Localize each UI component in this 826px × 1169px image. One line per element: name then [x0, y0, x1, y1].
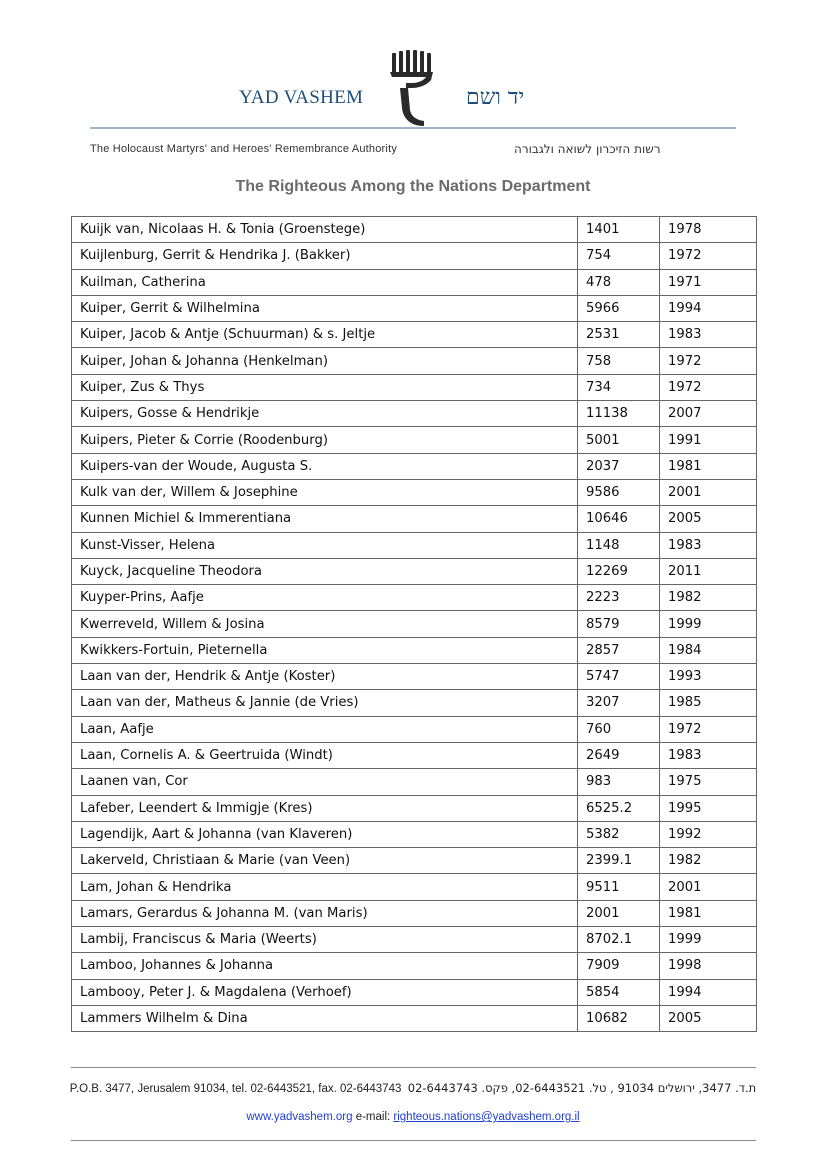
address-english: P.O.B. 3477, Jerusalem 91034, tel. 02-6443521, fax. 02-6443743 — [69, 1083, 402, 1095]
recognition-year-cell: 1991 — [660, 427, 757, 453]
file-number-cell: 5747 — [578, 664, 660, 690]
file-number-cell: 7909 — [578, 953, 660, 979]
table-row — [72, 295, 757, 321]
file-number-cell: 5966 — [578, 295, 660, 321]
file-number-cell: 8702.1 — [578, 927, 660, 953]
footer-contact — [0, 1111, 826, 1123]
file-number-cell: 2857 — [578, 637, 660, 663]
rescuer-name-cell: Kuipers, Pieter & Corrie (Roodenburg) — [72, 427, 578, 453]
header-divider — [90, 127, 736, 129]
recognition-year-cell: 2011 — [660, 558, 757, 584]
file-number-cell: 2223 — [578, 585, 660, 611]
file-number-cell: 758 — [578, 348, 660, 374]
rescuer-name-cell: Laan van der, Hendrik & Antje (Koster) — [72, 664, 578, 690]
file-number-cell: 2531 — [578, 322, 660, 348]
recognition-year-cell: 1982 — [660, 585, 757, 611]
authority-name-english: The Holocaust Martyrs' and Heroes' Remembrance Authority — [90, 143, 398, 155]
table-row — [72, 532, 757, 558]
recognition-year-cell: 1995 — [660, 795, 757, 821]
recognition-year-cell: 1972 — [660, 716, 757, 742]
file-number-cell: 11138 — [578, 401, 660, 427]
rescuer-name-cell: Lammers Wilhelm & Dina — [72, 1005, 578, 1031]
rescuer-name-cell: Kuiper, Zus & Thys — [72, 374, 578, 400]
file-number-cell: 1401 — [578, 217, 660, 243]
table-row — [72, 927, 757, 953]
recognition-year-cell: 1984 — [660, 637, 757, 663]
rescuer-name-cell: Lambij, Franciscus & Maria (Weerts) — [72, 927, 578, 953]
table-row — [72, 1005, 757, 1031]
file-number-cell: 5382 — [578, 821, 660, 847]
letterhead — [0, 0, 826, 210]
recognition-year-cell: 1971 — [660, 269, 757, 295]
website-link[interactable]: www.yadvashem.org — [246, 1111, 353, 1123]
table-row — [72, 322, 757, 348]
department-title: The Righteous Among the Nations Department — [235, 178, 591, 195]
table-row — [72, 585, 757, 611]
rescuer-name-cell: Laan van der, Matheus & Jannie (de Vries) — [72, 690, 578, 716]
recognition-year-cell: 1998 — [660, 953, 757, 979]
table-row — [72, 243, 757, 269]
table-row — [72, 848, 757, 874]
rescuer-name-cell: Kulk van der, Willem & Josephine — [72, 479, 578, 505]
file-number-cell: 760 — [578, 716, 660, 742]
recognition-year-cell: 1992 — [660, 821, 757, 847]
file-number-cell: 2649 — [578, 742, 660, 768]
table-row — [72, 979, 757, 1005]
recognition-year-cell: 1983 — [660, 742, 757, 768]
recognition-year-cell: 2005 — [660, 1005, 757, 1031]
table-row — [72, 217, 757, 243]
table-row — [72, 374, 757, 400]
recognition-year-cell: 1981 — [660, 453, 757, 479]
table-row — [72, 453, 757, 479]
rescuer-name-cell: Lakerveld, Christiaan & Marie (van Veen) — [72, 848, 578, 874]
recognition-year-cell: 1999 — [660, 611, 757, 637]
table-row — [72, 427, 757, 453]
recognition-year-cell: 1972 — [660, 243, 757, 269]
file-number-cell: 3207 — [578, 690, 660, 716]
file-number-cell: 12269 — [578, 558, 660, 584]
rescuer-name-cell: Kuilman, Catherina — [72, 269, 578, 295]
rescuer-name-cell: Lambooy, Peter J. & Magdalena (Verhoef) — [72, 979, 578, 1005]
rescuer-name-cell: Kuipers-van der Woude, Augusta S. — [72, 453, 578, 479]
rescuer-name-cell: Lamars, Gerardus & Johanna M. (van Maris) — [72, 900, 578, 926]
rescuer-name-cell: Lamboo, Johannes & Johanna — [72, 953, 578, 979]
recognition-year-cell: 1983 — [660, 532, 757, 558]
rescuer-name-cell: Kuiper, Gerrit & Wilhelmina — [72, 295, 578, 321]
rescuer-name-cell: Kuipers, Gosse & Hendrikje — [72, 401, 578, 427]
table-row — [72, 558, 757, 584]
table-row — [72, 611, 757, 637]
table-row — [72, 742, 757, 768]
table-row — [72, 900, 757, 926]
recognition-year-cell: 1972 — [660, 348, 757, 374]
file-number-cell: 754 — [578, 243, 660, 269]
table-row — [72, 795, 757, 821]
file-number-cell: 8579 — [578, 611, 660, 637]
file-number-cell: 10646 — [578, 506, 660, 532]
file-number-cell: 9586 — [578, 479, 660, 505]
table-row — [72, 269, 757, 295]
footer-address — [0, 1081, 826, 1095]
rescuer-name-cell: Kuiper, Johan & Johanna (Henkelman) — [72, 348, 578, 374]
rescuer-name-cell: Kwerreveld, Willem & Josina — [72, 611, 578, 637]
table-row — [72, 664, 757, 690]
footer-divider-top — [71, 1067, 756, 1068]
file-number-cell: 2001 — [578, 900, 660, 926]
file-number-cell: 2037 — [578, 453, 660, 479]
recognition-year-cell: 2001 — [660, 874, 757, 900]
table-row — [72, 348, 757, 374]
recognition-year-cell: 1993 — [660, 664, 757, 690]
file-number-cell: 734 — [578, 374, 660, 400]
recognition-year-cell: 1983 — [660, 322, 757, 348]
file-number-cell: 6525.2 — [578, 795, 660, 821]
file-number-cell: 983 — [578, 769, 660, 795]
recognition-year-cell: 2001 — [660, 479, 757, 505]
rescuer-name-cell: Kuyck, Jacqueline Theodora — [72, 558, 578, 584]
authority-name-hebrew: רשות הזיכרון לשואה ולגבורה — [514, 142, 661, 156]
logo-text-hebrew: יד ושם — [466, 85, 525, 110]
address-hebrew: ת.ד. 3477, ירושלים 91034 , טל. 02-6443521, פקס. 02-6443743 — [407, 1081, 757, 1095]
table-row — [72, 716, 757, 742]
recognition-year-cell: 1972 — [660, 374, 757, 400]
file-number-cell: 10682 — [578, 1005, 660, 1031]
rescuer-name-cell: Lagendijk, Aart & Johanna (van Klaveren) — [72, 821, 578, 847]
file-number-cell: 9511 — [578, 874, 660, 900]
rescuer-name-cell: Laan, Aafje — [72, 716, 578, 742]
recognition-year-cell: 1994 — [660, 295, 757, 321]
rescuer-name-cell: Lam, Johan & Hendrika — [72, 874, 578, 900]
table-row — [72, 769, 757, 795]
recognition-year-cell: 1985 — [660, 690, 757, 716]
table-row — [72, 506, 757, 532]
rescuer-name-cell: Kunnen Michiel & Immerentiana — [72, 506, 578, 532]
file-number-cell: 1148 — [578, 532, 660, 558]
file-number-cell: 5001 — [578, 427, 660, 453]
table-row — [72, 690, 757, 716]
rescuer-name-cell: Laanen van, Cor — [72, 769, 578, 795]
recognition-year-cell: 2005 — [660, 506, 757, 532]
table-row — [72, 821, 757, 847]
table-row — [72, 401, 757, 427]
rescuer-name-cell: Kwikkers-Fortuin, Pieternella — [72, 637, 578, 663]
rescuer-name-cell: Kuiper, Jacob & Antje (Schuurman) & s. Jeltje — [72, 322, 578, 348]
footer-divider-bottom — [71, 1140, 756, 1141]
rescuer-name-cell: Kuyper-Prins, Aafje — [72, 585, 578, 611]
file-number-cell: 5854 — [578, 979, 660, 1005]
rescuer-name-cell: Kuijlenburg, Gerrit & Hendrika J. (Bakker) — [72, 243, 578, 269]
recognition-year-cell: 1994 — [660, 979, 757, 1005]
table-row — [72, 479, 757, 505]
recognition-year-cell: 1975 — [660, 769, 757, 795]
rescuer-name-cell: Lafeber, Leendert & Immigje (Kres) — [72, 795, 578, 821]
table-row — [72, 953, 757, 979]
table-row — [72, 637, 757, 663]
recognition-year-cell: 2007 — [660, 401, 757, 427]
menorah-logo-icon — [386, 50, 438, 128]
file-number-cell: 478 — [578, 269, 660, 295]
rescuer-name-cell: Kuijk van, Nicolaas H. & Tonia (Groenstege) — [72, 217, 578, 243]
recognition-year-cell: 1999 — [660, 927, 757, 953]
recognition-year-cell: 1981 — [660, 900, 757, 926]
email-link[interactable]: righteous.nations@yadvashem.org.il — [393, 1111, 580, 1123]
rescuer-name-cell: Laan, Cornelis A. & Geertruida (Windt) — [72, 742, 578, 768]
recognition-year-cell: 1978 — [660, 217, 757, 243]
rescuer-name-cell: Kunst-Visser, Helena — [72, 532, 578, 558]
righteous-list-table — [71, 216, 757, 1032]
file-number-cell: 2399.1 — [578, 848, 660, 874]
logo-text-english: YAD VASHEM — [239, 87, 364, 108]
email-label: e-mail: — [355, 1111, 391, 1123]
recognition-year-cell: 1982 — [660, 848, 757, 874]
table-row — [72, 874, 757, 900]
